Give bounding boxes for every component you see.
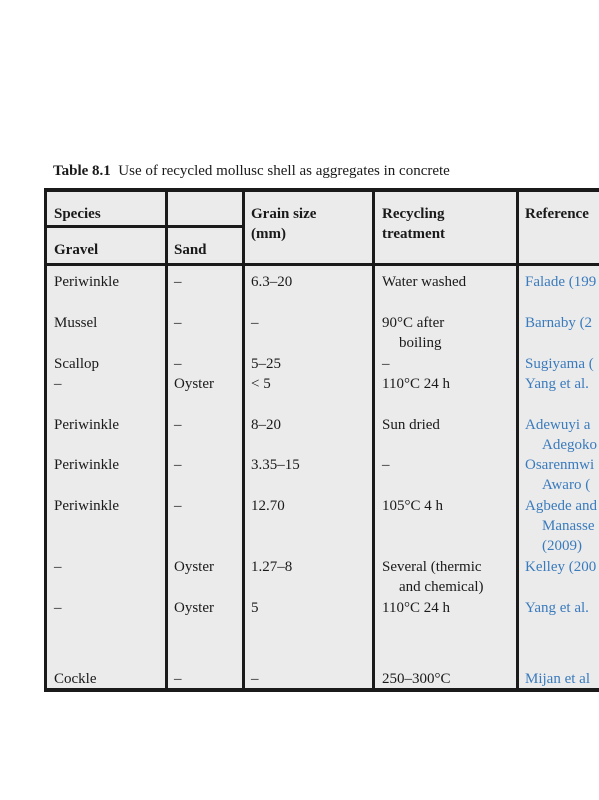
cell-sand: Oyster — [174, 600, 214, 616]
cell-sand: – — [174, 274, 182, 290]
cell-treatment: – — [382, 457, 390, 473]
header-grain-size: Grain size — [251, 206, 317, 222]
cell-treatment: 250–300°C — [382, 671, 451, 687]
cell-treatment: – — [382, 356, 390, 372]
cell-reference-link[interactable]: Mijan et al — [525, 671, 590, 687]
cell-treatment: Several (thermic — [382, 559, 482, 575]
cell-sand: – — [174, 417, 182, 433]
header-treatment: treatment — [382, 226, 446, 242]
cell-grain-size: – — [251, 671, 259, 687]
cell-gravel: – — [54, 600, 62, 616]
cell-sand: – — [174, 457, 182, 473]
cell-grain-size: 3.35–15 — [251, 457, 300, 473]
header-rule — [47, 263, 599, 266]
column-rule — [242, 192, 245, 688]
cell-gravel: – — [54, 376, 62, 392]
cell-grain-size: 12.70 — [251, 498, 285, 514]
cell-reference-link[interactable]: Agbede and — [525, 498, 598, 514]
column-rule — [516, 192, 519, 688]
cell-sand: Oyster — [174, 559, 214, 575]
header-grain-size-unit: (mm) — [251, 226, 286, 242]
column-rule — [372, 192, 375, 688]
cell-sand: – — [174, 671, 182, 687]
cell-gravel: Periwinkle — [54, 498, 119, 514]
cell-treatment: Sun dried — [382, 417, 440, 433]
header-gravel: Gravel — [54, 242, 99, 258]
cell-treatment: Water washed — [382, 274, 467, 290]
cell-reference-link[interactable]: Adewuyi a — [525, 417, 591, 433]
header-species: Species — [54, 206, 101, 222]
cell-reference-link[interactable]: Falade (199 — [525, 274, 597, 290]
cell-grain-size: 6.3–20 — [251, 274, 293, 290]
cell-sand: Oyster — [174, 376, 214, 392]
cell-gravel: Mussel — [54, 315, 98, 331]
cell-sand: – — [174, 315, 182, 331]
header-recycling: Recycling — [382, 206, 445, 222]
column-rule — [165, 192, 168, 688]
cell-treatment: 105°C 4 h — [382, 498, 444, 514]
cell-reference-link[interactable]: (2009) — [542, 538, 582, 554]
table-label: Table 8.1 — [53, 163, 111, 179]
header-sand: Sand — [174, 242, 207, 258]
table-title: Use of recycled mollusc shell as aggregates in concrete — [118, 163, 450, 179]
cell-treatment: and chemical) — [399, 579, 484, 595]
cell-grain-size: 1.27–8 — [251, 559, 293, 575]
cell-reference-link[interactable]: Barnaby (2 — [525, 315, 593, 331]
table-caption — [53, 163, 450, 180]
cell-treatment: 110°C 24 h — [382, 376, 450, 392]
header-rule — [47, 225, 245, 228]
cell-sand: – — [174, 356, 182, 372]
cell-reference-link[interactable]: Awaro ( — [542, 477, 591, 493]
cell-reference-link[interactable]: Osarenmwi — [525, 457, 595, 473]
cell-grain-size: 5 — [251, 600, 259, 616]
cell-sand: – — [174, 498, 182, 514]
cell-reference-link[interactable]: Kelley (200 — [525, 559, 597, 575]
cell-gravel: Periwinkle — [54, 274, 119, 290]
cell-gravel: Scallop — [54, 356, 99, 372]
header-reference: Reference — [525, 206, 589, 222]
cell-reference-link[interactable]: Adegoko — [542, 437, 597, 453]
cell-grain-size: < 5 — [251, 376, 271, 392]
cell-treatment: 90°C after — [382, 315, 445, 331]
cell-reference-link[interactable]: Yang et al. — [525, 376, 589, 392]
cell-gravel: Cockle — [54, 671, 97, 687]
cell-reference-link[interactable]: Yang et al. — [525, 600, 589, 616]
cell-gravel: Periwinkle — [54, 457, 119, 473]
cell-grain-size: – — [251, 315, 259, 331]
cell-treatment: boiling — [399, 335, 442, 351]
cell-reference-link[interactable]: Manasse — [542, 518, 595, 534]
cell-gravel: – — [54, 559, 62, 575]
cell-grain-size: 5–25 — [251, 356, 281, 372]
cell-treatment: 110°C 24 h — [382, 600, 450, 616]
cell-reference-link[interactable]: Sugiyama ( — [525, 356, 594, 372]
data-table — [44, 188, 599, 692]
cell-grain-size: 8–20 — [251, 417, 281, 433]
cell-gravel: Periwinkle — [54, 417, 119, 433]
